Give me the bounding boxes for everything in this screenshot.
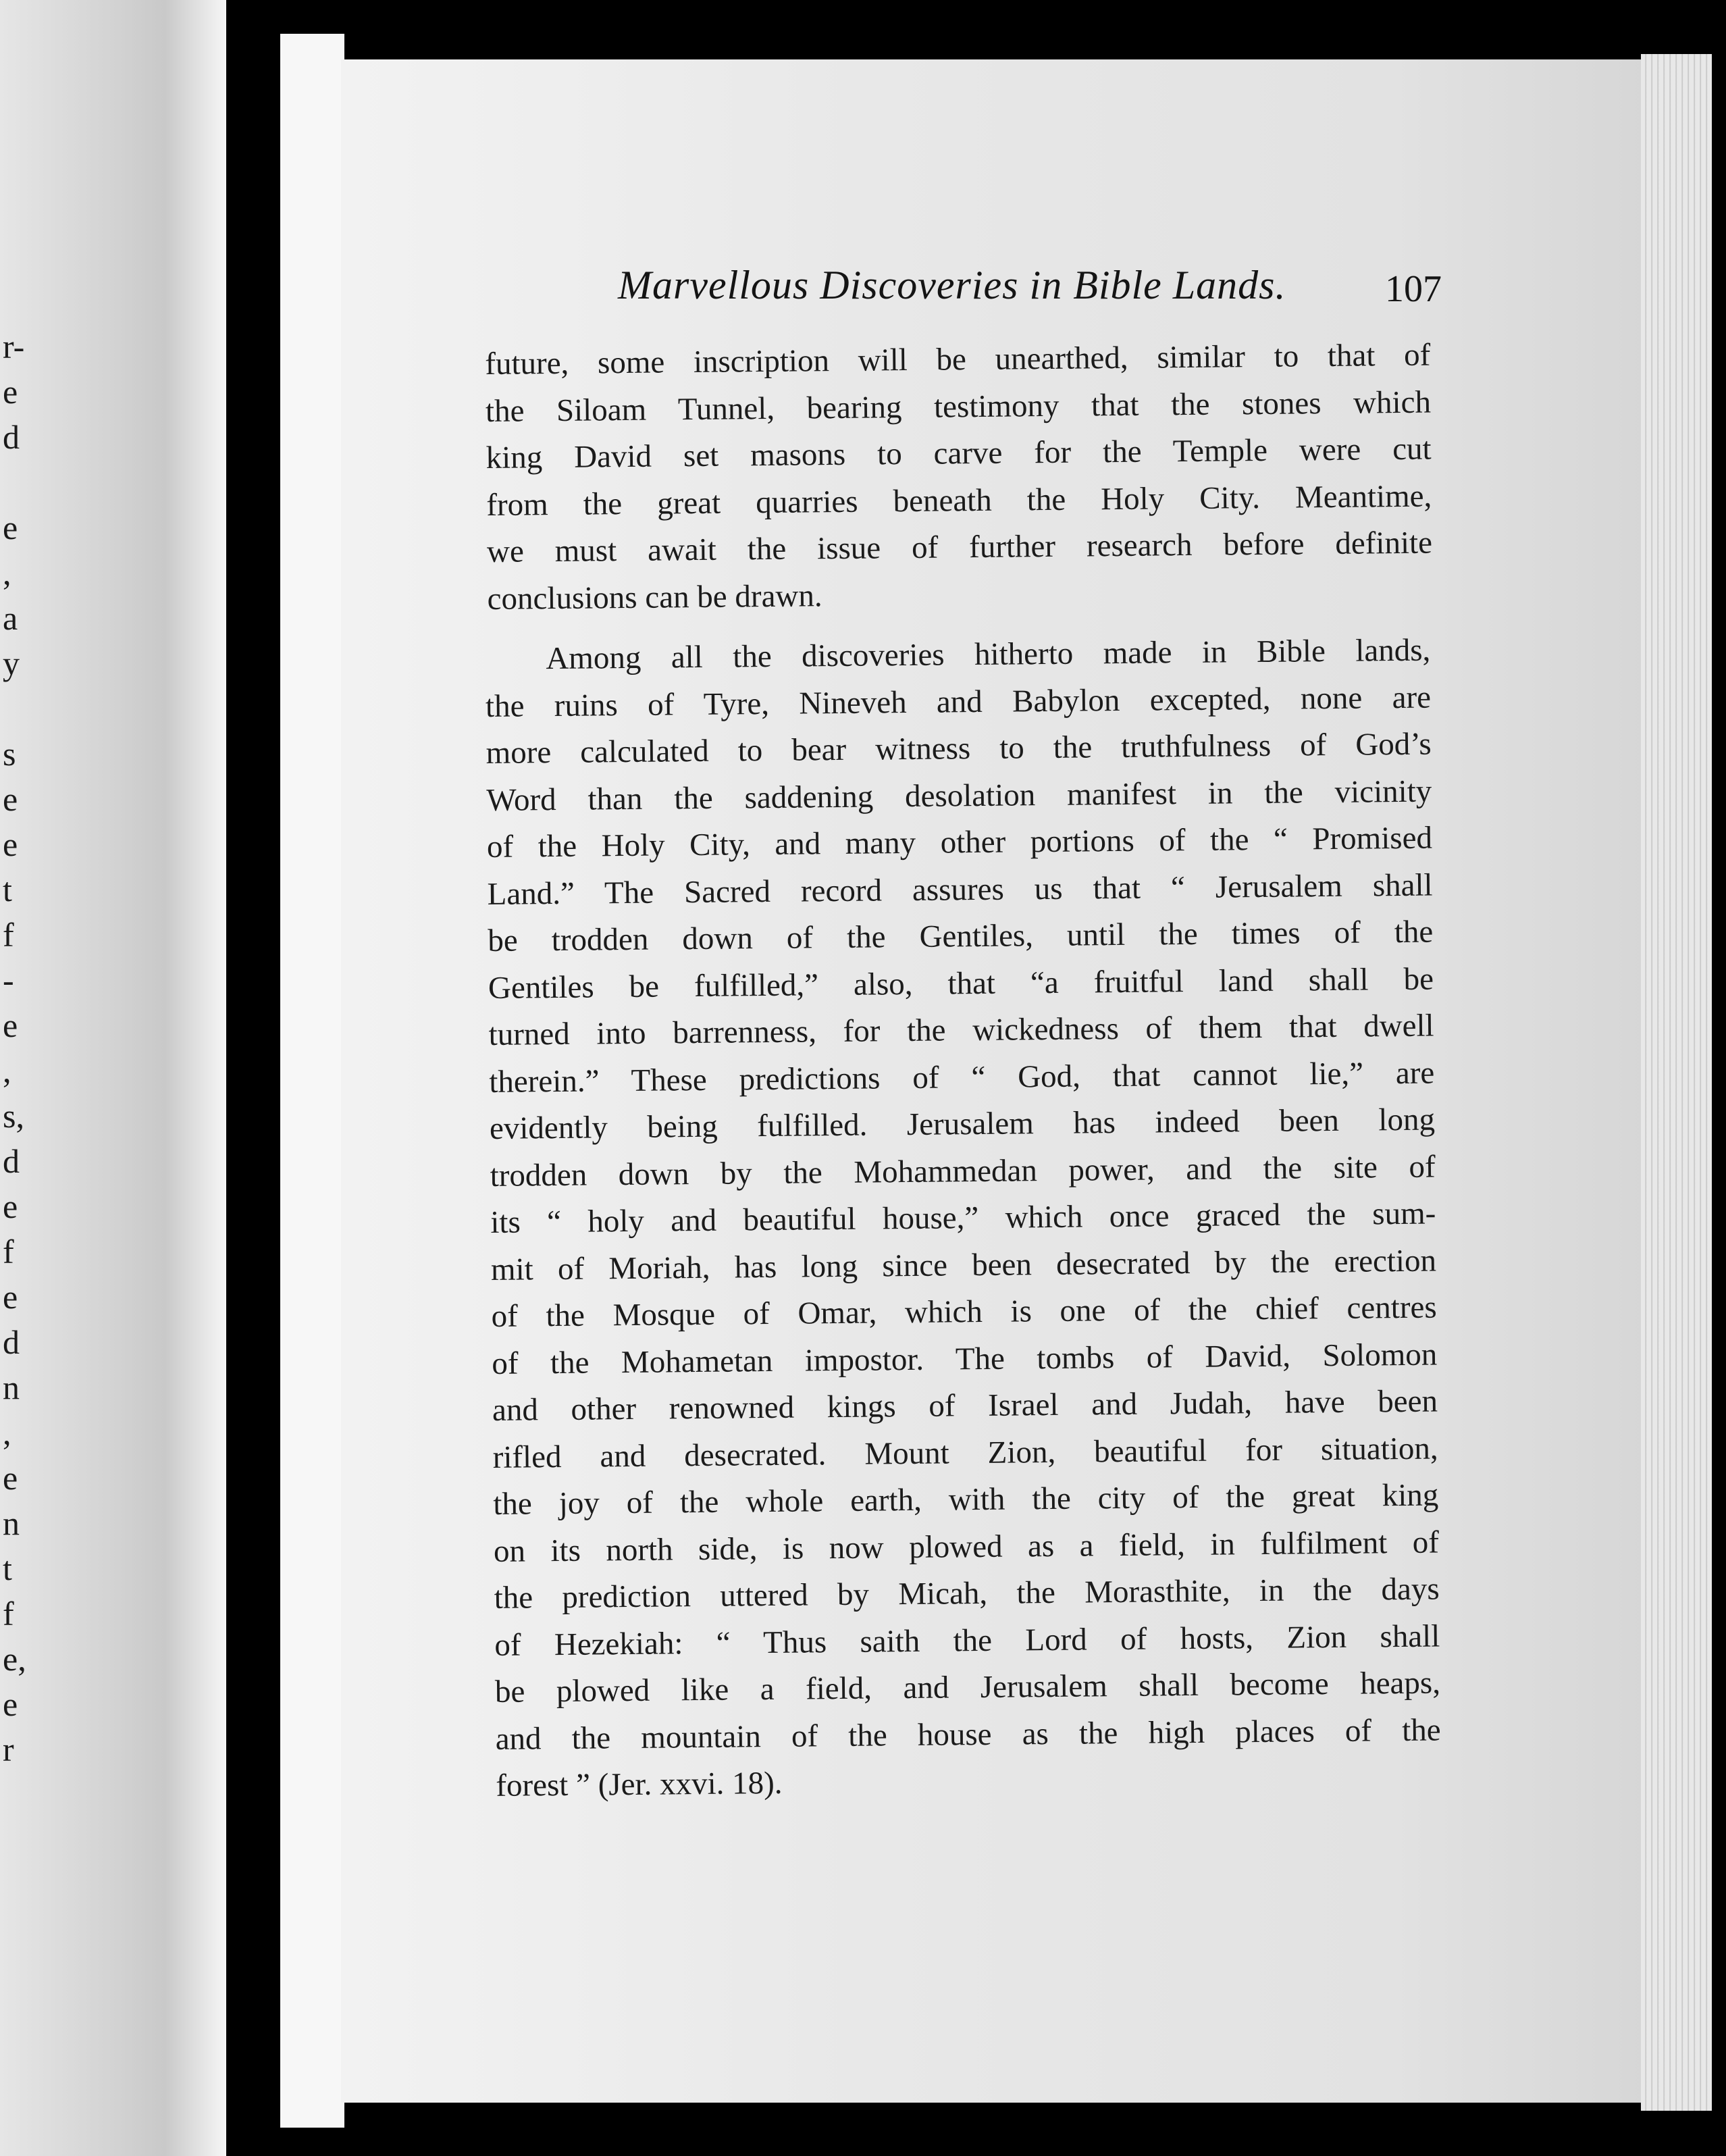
facing-page-fragment: t	[3, 1549, 12, 1587]
text-line: the prediction uttered by Micah, the Morasthite, in the days	[494, 1571, 1440, 1616]
text-line: Gentiles be fulfilled,” also, that “a fruitful land shall be	[488, 961, 1434, 1006]
text-line: be trodden down of the Gentiles, until the times of the	[488, 914, 1434, 958]
facing-page-fragment: ,	[3, 1414, 11, 1452]
text-line: the joy of the whole earth, with the city of the great king	[493, 1477, 1439, 1522]
facing-page-fragment: r-	[3, 328, 25, 365]
text-line: from the great quarries beneath the Holy City. Meantime,	[486, 478, 1432, 523]
text-line: and the mountain of the house as the high places of the	[495, 1712, 1441, 1757]
text-line: king David set masons to carve for the Temple were cut	[486, 431, 1432, 476]
facing-page-fragment: ,	[3, 1052, 11, 1089]
facing-page-fragment: s,	[3, 1097, 24, 1135]
facing-page-fragment: y	[3, 644, 20, 682]
text-line: forest ” (Jer. xxvi. 18).	[496, 1765, 783, 1803]
text-line: the ruins of Tyre, Nineveh and Babylon excepted, none are	[485, 679, 1432, 724]
text-line: on its north side, is now plowed as a field, in fulfilment of	[493, 1524, 1440, 1569]
facing-page-fragment: d	[3, 1323, 20, 1361]
page-number: 107	[1385, 268, 1442, 310]
facing-page-fragment: e	[3, 1187, 18, 1225]
text-line: rifled and desecrated. Mount Zion, beautiful for situation,	[492, 1431, 1438, 1475]
facing-page-fragment	[0, 460, 41, 505]
page-edges	[1641, 54, 1712, 2111]
running-head: Marvellous Discoveries in Bible Lands.	[618, 263, 1286, 307]
facing-page-fragment: f	[3, 1595, 14, 1633]
text-line: of the Mosque of Omar, which is one of the chief centres	[491, 1289, 1437, 1334]
facing-page-fragment: e	[3, 825, 18, 863]
facing-page-fragment: e	[3, 373, 18, 411]
facing-page-fragment: n	[3, 1504, 20, 1542]
facing-page-fragment: s	[3, 735, 16, 773]
facing-page-fragment: e	[3, 780, 18, 818]
facing-page-fragment: d	[3, 1142, 20, 1180]
text-line: and other renowned kings of Israel and Judah, have been	[492, 1383, 1438, 1428]
text-line: mit of Moriah, has long since been desecrated by the erection	[490, 1243, 1437, 1287]
text-line: of the Holy City, and many other portions of the “ Promised	[486, 820, 1433, 865]
text-line: trodden down by the Mohammedan power, and the site of	[490, 1149, 1436, 1194]
facing-page-fragment: e,	[3, 1640, 26, 1678]
text-line: future, some inscription will be unearthed, similar to that of	[485, 337, 1431, 382]
text-line: therein.” These predictions of “ God, that cannot lie,” are	[489, 1055, 1435, 1100]
gutter	[226, 0, 280, 2156]
text-line: its “ holy and beautiful house,” which once graced the sum-	[490, 1196, 1436, 1240]
facing-page-fragment: t	[3, 871, 12, 908]
facing-page-text-fragments	[0, 324, 41, 1772]
text-line: evidently being fulfilled. Jerusalem has indeed been long	[489, 1102, 1436, 1146]
paragraph	[485, 627, 1442, 1810]
facing-page-fragment: a	[3, 599, 18, 637]
text-line: Word than the saddening desolation manifest in the vicinity	[486, 773, 1432, 818]
paragraph	[485, 332, 1433, 623]
text-line: we must await the issue of further research before definite	[486, 525, 1433, 569]
text-line: be plowed like a field, and Jerusalem shall become heaps,	[494, 1665, 1441, 1710]
text-line: of Hezekiah: “ Thus saith the Lord of hosts, Zion shall	[494, 1618, 1440, 1663]
page-sliver	[280, 34, 344, 2128]
facing-page-fragment: e	[3, 509, 18, 546]
text-line: the Siloam Tunnel, bearing testimony that the stones which	[485, 384, 1432, 429]
gutter-shadow	[165, 0, 226, 2156]
text-line: more calculated to bear witness to the truthfulness of God’s	[486, 726, 1432, 771]
facing-page-fragment: f	[3, 916, 14, 954]
facing-page-fragment: e	[3, 1459, 18, 1497]
text-line: conclusions can be drawn.	[487, 578, 822, 617]
facing-page-fragment: d	[3, 418, 20, 456]
facing-page-fragment: e	[3, 1685, 18, 1723]
text-line: of the Mohametan impostor. The tombs of David, Solomon	[492, 1337, 1438, 1381]
text-line: Among all the discoveries hitherto made in Bible lands,	[546, 632, 1431, 677]
facing-page-fragment: e	[3, 1278, 18, 1316]
facing-page-fragment: n	[3, 1368, 20, 1406]
facing-page-fragment: -	[3, 961, 14, 999]
facing-page-fragment	[0, 686, 41, 732]
body-text	[485, 337, 1441, 1810]
facing-page-fragment: f	[3, 1233, 14, 1270]
text-line: turned into barrenness, for the wickedness of them that dwell	[488, 1008, 1434, 1052]
page-header	[618, 262, 1442, 323]
facing-page-fragment: e	[3, 1006, 18, 1044]
facing-page-fragment: r	[3, 1730, 14, 1768]
text-line: Land.” The Sacred record assures us that “ Jerusalem shall	[487, 867, 1433, 912]
facing-page-fragment: ,	[3, 554, 11, 592]
